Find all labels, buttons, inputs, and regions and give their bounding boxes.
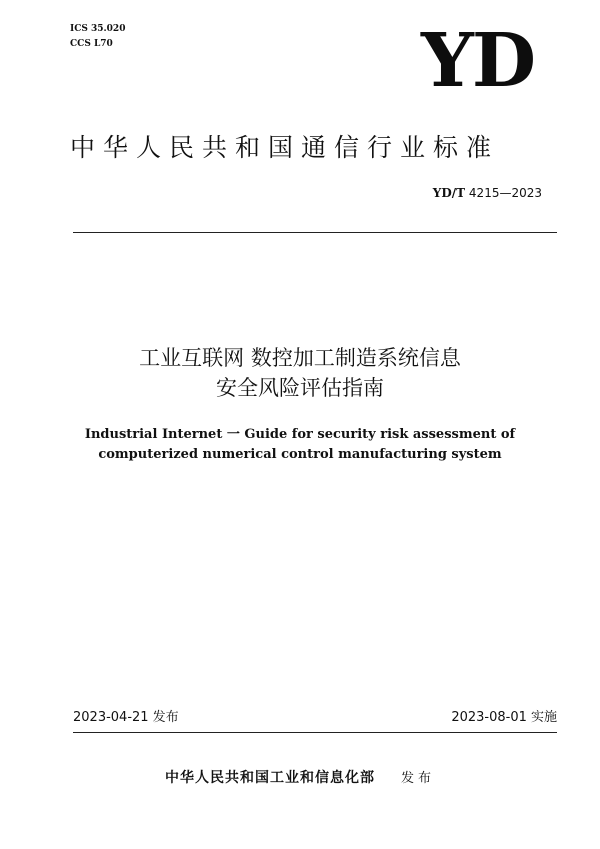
ics-code: ICS 35.020 bbox=[70, 24, 126, 34]
chinese-title-line-1: 工业互联网 数控加工制造系统信息 bbox=[139, 346, 461, 370]
english-title bbox=[0, 425, 600, 465]
english-title-line-2: computerized numerical control manufacturing system bbox=[98, 447, 502, 462]
chinese-title-line-2: 安全风险评估指南 bbox=[216, 376, 384, 400]
publisher-org: 中华人民共和国工业和信息化部 bbox=[164, 770, 375, 786]
standard-number-value: 4215—2023 bbox=[468, 186, 542, 200]
issue-date: 2023-04-21 发布 bbox=[73, 710, 179, 725]
yd-logo: YD bbox=[421, 18, 534, 104]
effective-date: 2023-08-01 实施 bbox=[451, 710, 557, 725]
english-title-line-1: Industrial Internet 一 Guide for security risk assessment of bbox=[84, 427, 516, 442]
standard-number bbox=[433, 184, 542, 202]
classification-codes bbox=[70, 22, 125, 52]
standard-type-heading: 中华人民共和国通信行业标准 bbox=[70, 133, 500, 162]
standard-number-prefix: YD/T bbox=[432, 186, 466, 200]
chinese-title bbox=[0, 343, 600, 403]
top-divider bbox=[73, 232, 557, 233]
bottom-divider bbox=[73, 732, 557, 733]
ccs-code: CCS L70 bbox=[70, 39, 113, 49]
publisher-line bbox=[0, 768, 600, 789]
publisher-verb: 发布 bbox=[400, 771, 435, 786]
